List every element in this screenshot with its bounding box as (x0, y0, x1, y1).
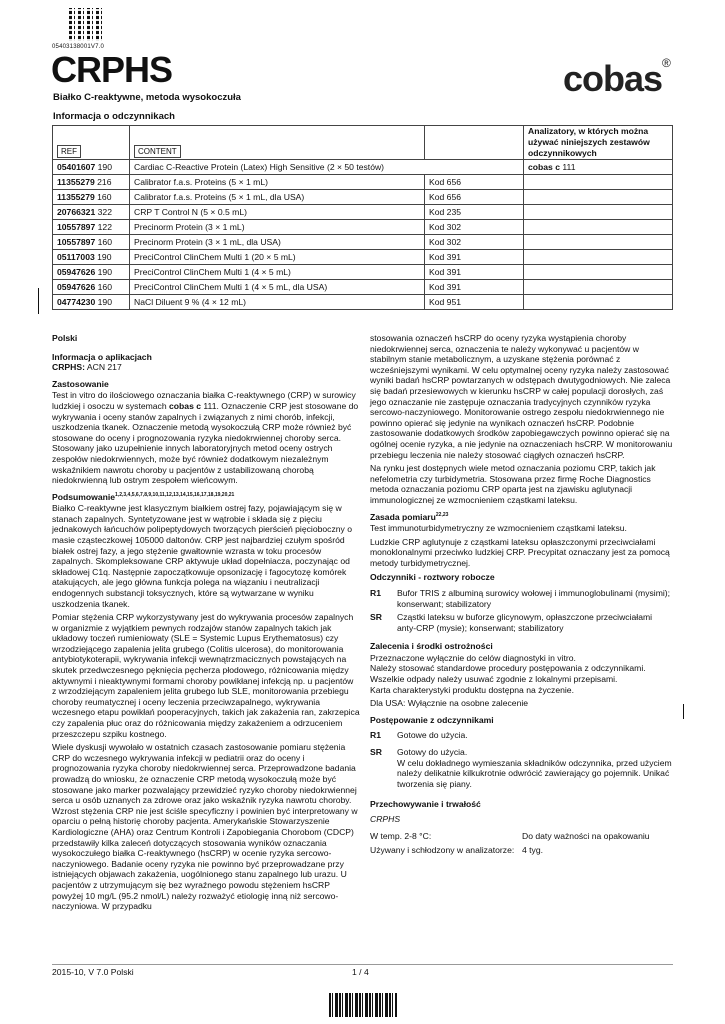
reagents-heading: Odczynniki - roztwory robocze (370, 572, 495, 583)
content-cell: NaCl Diluent 9 % (4 × 12 mL) (130, 295, 425, 310)
kod-cell: Kod 302 (425, 235, 524, 250)
intended-use-text: Test in vitro do ilościowego oznaczania białka C-reaktywnego (CRP) w surowicy ludzkiej i osoczu w systemach cobas c 111. Oznaczenie CRP jest stosowane do wykrywania i oceny stanów zapalnych i związanych z nimi chorób, infekcji, uszkodzenia tkanek. Oznaczenie metodą wysokoczułą CRP może również być stosowane do oceny i prognozowania ryzyka niedokrwiennej choroby serca. Stosowany jako uzupełnienie innych laboratoryjnych metod oceny ostrych zespołów niedokrwiennych, może być również dodatkowym niezależnym wskaźnikiem nawrotu choroby u pacjentów z ustabilizowaną chorobą niedokrwienną lub ostrym zespołem wieńcowym. (52, 390, 359, 486)
reagent-sr: SR Cząstki lateksu w buforze glicynowym, opłaszczone przeciwciałami anty-CRP (mysie); konserwant; stabilizatory (370, 612, 653, 633)
change-bar (683, 704, 684, 719)
content-cell: Cardiac C-Reactive Protein (Latex) High Sensitive (2 × 50 testów) (130, 160, 524, 175)
precaution-line: Karta charakterystyki produktu dostępna na życzenie. (370, 684, 574, 695)
summary-text-3: Wiele dyskusji wywołało w ostatnich czasach zastosowanie pomiaru stężenia CRP do wczesnego wykrywania infekcji w pediatrii oraz do oceny i prognozowania ryzyka choroby niedokrwiennej serca. Przeprowadzone badania prowadzą do wniosku, że oznaczenie CRP metodą wysokoczułą może być stosowane jako marker pozwalający przewidzieć ryzyko choroby niedokrwiennej serca u osób uznanych za zdrowe oraz jako wskaźnik ryzyka nawrotu choroby. Wzrost stężenia CRP nie jest ściśle specyficzny i powinien być interpretowany w oparciu o pełną historię choroby pacjenta. Amerykańskie Stowarzyszenie Kardiologiczne (AHA) oraz Centrum Kontroli i Zapobiegania Chorobom (CDCP) przedstawiły kilka zaleceń dotyczących stosowania wyników oznaczania wysokoczułego białka C-reaktywnego (hsCRP) w ocenie ryzyka sercowo-naczyniowego. Badanie oceny ryzyka nie powinno być przeprowadzane przy istniejących objawach zakażenia, uogólnionego stanu zapalnego lub urazu. U pacjentów z utrzymującym się bez wyraźnego powodu stężeniem hsCRP powyżej 10 mg/L (95.2 nmol/L) należy rozważyć etiologię inną niż sercowo-naczyniowa. W przypadku (52, 742, 358, 912)
kod-cell: Kod 391 (425, 250, 524, 265)
ref-cell: 10557897 122 (53, 220, 130, 235)
precaution-line: Przeznaczone wyłącznie do celów diagnostyki in vitro. (370, 652, 576, 663)
right-column (370, 333, 673, 856)
content-cell: PreciControl ClinChem Multi 1 (4 × 5 mL) (130, 265, 425, 280)
storage-heading: Przechowywanie i trwałość (370, 799, 481, 810)
storage-item: CRPHS (370, 814, 401, 825)
ref-cell: 04774230 190 (53, 295, 130, 310)
content-label: CONTENT (134, 145, 181, 158)
analyzer-cell (524, 205, 673, 220)
storage-row: Używany i schłodzony w analizatorze: 4 tyg. (370, 845, 544, 856)
content-cell: Calibrator f.a.s. Proteins (5 × 1 mL, dla USA) (130, 190, 425, 205)
principle-heading: Zasada pomiaru$^{22,23}$ (370, 511, 449, 522)
table-row (53, 160, 673, 175)
ref-cell: 05947626 160 (53, 280, 130, 295)
ref-cell: 20766321 322 (53, 205, 130, 220)
table-row (53, 265, 673, 280)
analyzer-cell (524, 250, 673, 265)
page-number: 1 / 4 (352, 967, 369, 977)
ref-cell: 11355279 216 (53, 175, 130, 190)
footer-version: 2015-10, V 7.0 Polski (52, 967, 134, 977)
document-code: 05403138001V7.0 (52, 44, 105, 50)
kod-cell: Kod 656 (425, 175, 524, 190)
ref-cell: 05117003 190 (53, 250, 130, 265)
table-header (53, 126, 673, 160)
content-cell: CRP T Control N (5 × 0.5 mL) (130, 205, 425, 220)
content-cell: Calibrator f.a.s. Proteins (5 × 1 mL) (130, 175, 425, 190)
subtitle: Białko C-reaktywne, metoda wysokoczuła (53, 92, 241, 103)
kod-cell: Kod 656 (425, 190, 524, 205)
summary-heading: Podsumowanie$^{1,2,3,4,5,6,7,8,9,10,11,12,13,14,15,16,17,18,19,20,21}$ (52, 491, 235, 502)
ref-cell: 05401607 190 (53, 160, 130, 175)
ref-cell: 10557897 160 (53, 235, 130, 250)
precaution-line: Wszelkie odpady należy usuwać zgodnie z lokalnymi przepisami. (370, 674, 618, 685)
precaution-line: Należy stosować standardowe procedury postępowania z odczynnikami. (370, 663, 646, 674)
kod-cell: Kod 235 (425, 205, 524, 220)
table-row (53, 205, 673, 220)
reagent-r1: R1 Bufor TRIS z albuminą surowicy wołowej i immunoglobulinami (mysimi); konserwant; stabilizatory (370, 587, 671, 609)
section-title: Informacja o odczynnikach (53, 111, 175, 122)
kod-cell: Kod 391 (425, 265, 524, 280)
content-cell: PreciControl ClinChem Multi 1 (20 × 5 mL) (130, 250, 425, 265)
methods-text: Na rynku jest dostępnych wiele metod oznaczania poziomu CRP, takich jak nefelometria czy turbidymetria. Stosowana przez firmę Roche Diagnostics metoda oznaczania poziomu CRP oparta jest na zjawisku aglutynacji immunologicznej ze wzmocnieniem cząstkami lateksu. (370, 463, 656, 505)
analyzer-cell (524, 265, 673, 280)
table-row (53, 175, 673, 190)
table-row (53, 220, 673, 235)
content-cell: PreciControl ClinChem Multi 1 (4 × 5 mL, dla USA) (130, 280, 425, 295)
summary-text-2: Pomiar stężenia CRP wykorzystywany jest do wykrywania procesów zapalnych w organizmie z wyjątkiem pewnych rodzajów stanów zapalnych takich jak układowy toczeń rumieniowaty (SLE = Systemic Lupus Erythematosus) czy wrzodziejącego zapalenia jelita grubego (Colitis ulcerosa), do monitorowania antybiotykoterapii, wykrywania infekcji wewnątrzmacicznych powstających na skutek przedwczesnego pęknięcia pęcherza płodowego, różnicowania między aktywnymi i nieaktywnymi formami choroby powikłanej infekcją np. u pacjentów z wrzodziejącym zapaleniem jelita grubego lub SLE, monitorowania przebiegu choroby reumatycznej i oceny leczenia przeciwzapalnego, wykrywania wczesnego etapu powikłań pooperacyjnych, takich jak zakażenia ran, zakrzepica czy zapalenia płuc oraz do różnicowania między zakażeniem a odrzuceniem przeszczepu szpiku kostnego. (52, 612, 360, 739)
app-info-heading: Informacja o aplikacjach (52, 351, 152, 362)
intended-use-heading: Zastosowanie (52, 378, 109, 389)
ref-cell: 11355279 160 (53, 190, 130, 205)
storage-row: W temp. 2-8 °C: Do daty ważności na opakowaniu (370, 830, 650, 841)
crphs-acn: CRPHS: ACN 217 (52, 362, 122, 373)
ref-cell: 05947626 190 (53, 265, 130, 280)
handling-heading: Postępowanie z odczynnikami (370, 714, 494, 725)
analyzer-cell (524, 175, 673, 190)
analyzers-header: Analizatory, w których można używać niniejszych zestawów odczynnikowych (524, 126, 673, 160)
analyzer-cell (524, 295, 673, 310)
table-row (53, 235, 673, 250)
reagent-table (52, 125, 673, 310)
analyzer-cell (524, 235, 673, 250)
content-cell: Precinorm Protein (3 × 1 mL) (130, 220, 425, 235)
handling-r1: R1 Gotowe do użycia. (370, 730, 468, 741)
barcode (329, 993, 397, 1017)
page-title: CRPHS (51, 49, 173, 90)
principle-text-1: Test immunoturbidymetryczny ze wzmocnieniem cząstkami lateksu. (370, 522, 627, 533)
handling-sr: SR Gotowy do użycia. W celu dokładnego wymieszania składników odczynnika, przed użyciem należy delikatnie kilkukrotnie odwrócić zawierający go pojemnik. Unikać tworzenia się piany. (370, 747, 672, 789)
footer-divider (52, 964, 673, 965)
language: Polski (52, 333, 78, 343)
ref-label: REF (57, 145, 81, 158)
cobas-logo: cobas® (563, 56, 670, 99)
kod-cell: Kod 391 (425, 280, 524, 295)
analyzer-cell: cobas c 111 (524, 160, 673, 175)
summary-text-1: Białko C-reaktywne jest klasycznym białkiem ostrej fazy, pojawiającym się w stanach zapalnych. Syntetyzowane jest w wątrobie i składa się z pięciu jednakowych łańcuchów polipeptydowych tworzących pierścień pięcioboczny o masie cząsteczkowej 105000 daltonów. CRP jest najbardziej czułym spośród białek ostrej fazy, a jego stężenie gwałtownie wzrasta w toku procesów zapalnych. Skompleksowane CRP aktywuje układ dopełniacza, poczynając od składowej C1q. Następnie zapoczątkowuje opsonizację i fagocytozę komórek atakujących, ale jego główna funkcja polega na wiązaniu i neutralizacji endogennych substancji toksycznych, które są wytwarzane w wyniku uszkodzenia tkanek. (52, 503, 352, 609)
content-cell: Precinorm Protein (3 × 1 mL, dla USA) (130, 235, 425, 250)
analyzer-cell (524, 220, 673, 235)
table-row (53, 250, 673, 265)
principle-text-2: Ludzkie CRP aglutynuje z cząstkami lateksu opłaszczonymi przeciwciałami monoklonalnymi przeciwko ludzkiej CRP. Precypitat oznaczany jest za pomocą metody turbidymetrycznej. (370, 536, 670, 568)
left-column (52, 333, 360, 915)
table-row (53, 190, 673, 205)
change-bar (38, 288, 39, 314)
table-row (53, 280, 673, 295)
analyzer-cell (524, 190, 673, 205)
qr-code (69, 8, 102, 41)
precautions-heading: Zalecenia i środki ostrożności (370, 641, 493, 652)
analyzer-cell (524, 280, 673, 295)
precaution-usa: Dla USA: Wyłącznie na osobne zalecenie (370, 698, 529, 709)
table-row (53, 295, 673, 310)
kod-cell: Kod 951 (425, 295, 524, 310)
risk-text: stosowania oznaczeń hsCRP do oceny ryzyka wystąpienia choroby niedokrwiennej serca, oznaczenia te należy wykonywać u pacjentów w stabilnym stanie metabolicznym, a uzyskane stężenia porównać z wcześniejszymi wynikami. W celu optymalnej oceny ryzyka należy zastosować wyniki badań hsCRP powtarzanych w odstępach dwutygodniowych. Nie zaleca się badań przesiewowych w kierunku hsCRP w całej populacji dorosłych, zaś jego oznaczanie nie zastępuje oznaczania tradycyjnych czynników ryzyka sercowo-naczyniowego. Monitorowanie ostrego zespołu niedokrwiennego nie powinno opierać się jedynie na wynikach oznaczeń hsCRP. Podobnie zastosowanie dodatkowych środków zapobiegawczych powinno opierać się na ogólnej ocenie ryzyka, a nie jedynie na oznaczeniach hsCRP. W monitorowaniu przebiegu leczenia nie należy stosować ciągłych oznaczeń hsCRP. (370, 333, 673, 460)
kod-cell: Kod 302 (425, 220, 524, 235)
